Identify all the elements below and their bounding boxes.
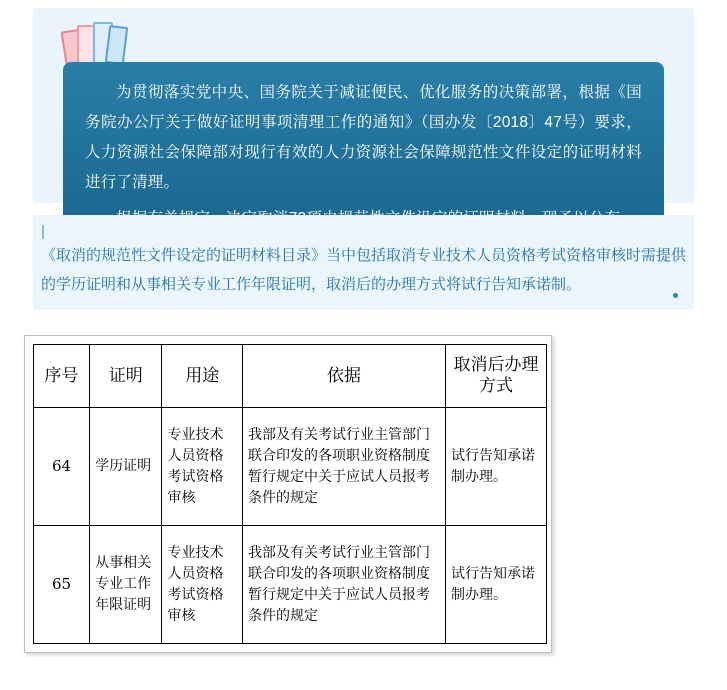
- table-header: [34, 345, 547, 408]
- header-basis: 依据: [243, 345, 446, 408]
- cell-cert: 学历证明: [90, 408, 162, 526]
- cell-use: 专业技术人员资格考试资格审核: [162, 408, 243, 526]
- table-row: [34, 408, 547, 526]
- header-cert: 证明: [90, 345, 162, 408]
- header-after: 取消后办理方式: [446, 345, 547, 408]
- note-dot-icon: [673, 293, 678, 298]
- books-stack-icon: [63, 20, 125, 66]
- cell-seq: 64: [34, 408, 90, 526]
- header-seq: 序号: [34, 345, 90, 408]
- cell-after: 试行告知承诺制办理。: [446, 408, 547, 526]
- table-row: [34, 526, 547, 644]
- note-block: [33, 215, 694, 310]
- cancelled-items-table-card: [24, 335, 552, 653]
- cell-basis: 我部及有关考试行业主管部门联合印发的各项职业资格制度暂行规定中关于应试人员报考条件的规定: [243, 408, 446, 526]
- note-text: 《取消的规范性文件设定的证明材料目录》当中包括取消专业技术人员资格考试资格审核时需提供的学历证明和从事相关专业工作年限证明，取消后的办理方式将试行告知承诺制。: [41, 247, 687, 293]
- cell-cert: 从事相关专业工作年限证明: [90, 526, 162, 644]
- cell-seq: 65: [34, 526, 90, 644]
- cell-use: 专业技术人员资格考试资格审核: [162, 526, 243, 644]
- cancelled-items-table: [33, 344, 547, 644]
- cell-after: 试行告知承诺制办理。: [446, 526, 547, 644]
- header-use: 用途: [162, 345, 243, 408]
- intro-banner: [33, 8, 694, 203]
- table-header-row: [34, 345, 547, 408]
- announcement-paragraph-1: 为贯彻落实党中央、国务院关于减证便民、优化服务的决策部署，根据《国务院办公厅关于做好证明事项清理工作的通知》（国办发〔2018〕47号）要求，人力资源社会保障部对现行有效的人力资源社会保障规范性文件设定的证明材料进行了清理。: [85, 84, 642, 191]
- note-accent-bar: [42, 225, 44, 239]
- table-body: [34, 408, 547, 644]
- cell-basis: 我部及有关考试行业主管部门联合印发的各项职业资格制度暂行规定中关于应试人员报考条件的规定: [243, 526, 446, 644]
